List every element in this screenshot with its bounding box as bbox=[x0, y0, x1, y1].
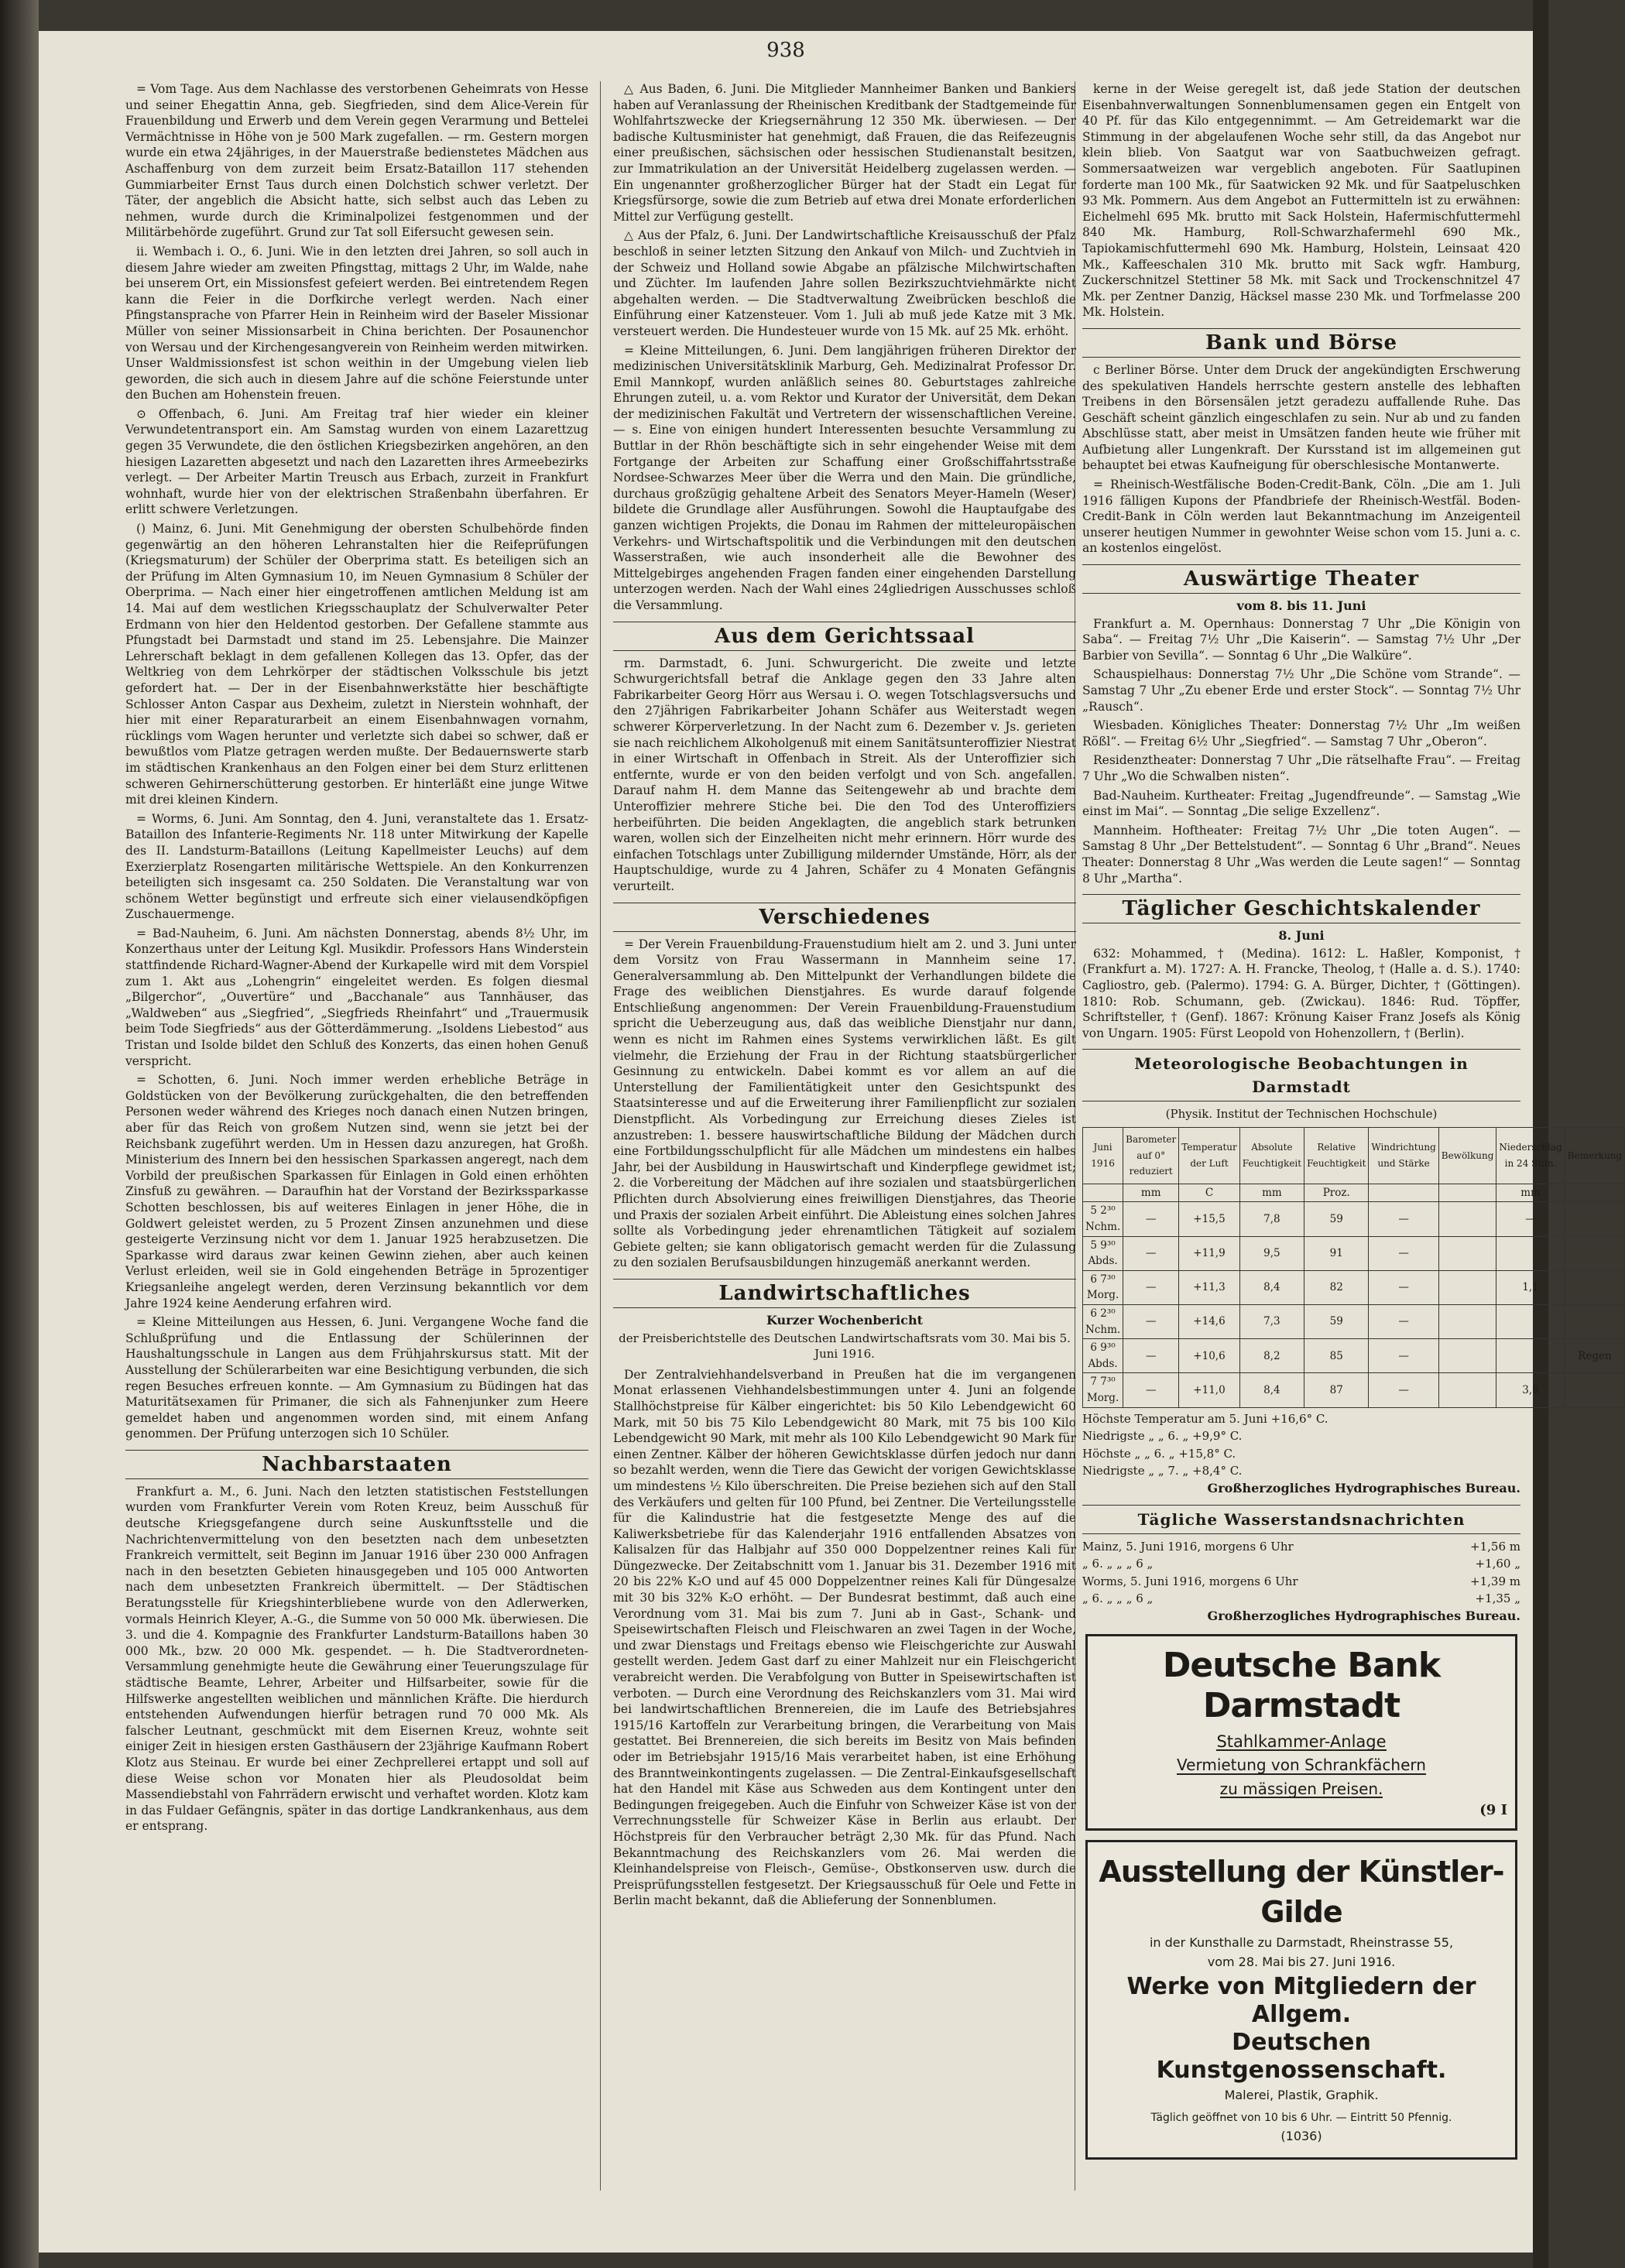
article-pfalz: △ Aus der Pfalz, 6. Juni. Der Landwirtschaftliche Kreisausschuß der Pfalz beschloß in seiner letzten Sitzung den Ankauf von Milch- und Zuchtvieh in der Schweiz und Holland sowie Abgabe an pfälzische Milchwirtschaften und Züchter. Im laufenden Jahre sollen Bezirkszuchtviehmärkte nicht abgehalten werden. — Die Stadtverwaltung Zweibrücken beschloß die Einführung einer Katzensteuer. Vom 1. Juli ab muß jede Katze mit 3 Mk. versteuert werden. Die Hundesteuer wurde von 15 Mk. auf 25 Mk. erhöht. bbox=[613, 228, 1076, 338]
weather-cell: +10,6 bbox=[1179, 1339, 1240, 1373]
ad-title: Deutsche Bank Darmstadt bbox=[1162, 1645, 1441, 1725]
ad-line: zu mässigen Preisen. bbox=[1219, 1779, 1383, 1798]
subheading-theater-dates: vom 8. bis 11. Juni bbox=[1236, 598, 1366, 614]
weather-header-cell: Barometer auf 0° reduziert bbox=[1123, 1127, 1179, 1184]
article-vom-tage: = Vom Tage. Aus dem Nachlasse des verstorbenen Geheimrats von Hesse und seiner Ehegattin Anna, geb. Siegfrieden, sind dem Alice-Verein für Frauenbildung und Erwerb und dem Verein gegen Verarmung und Bettelei Vermächtnisse in Höhe von je 500 Mark zugefallen. — rm. Gestern morgen wurde ein etwa 24jähriges, in der Mauerstraße bedienstetes Mädchen aus Aschaffenburg von dem zurzeit beim Ersatz-Bataillon 117 stehenden Gummiarbeiter Ernst Taus durch einen Dolchstich schwer verletzt. Der Täter, der angeblich die Absicht hatte, sich selbst auch das Leben zu nehmen, wurde durch die Kriminalpolizei festgenommen und der Militärbehörde zugeführt. Grund zur Tat soll Eifersucht gewesen sein. bbox=[125, 82, 588, 240]
theater-residenz: Residenztheater: Donnerstag 7 Uhr „Die rätselhafte Frau“. — Freitag 7 Uhr „Wo die Schwalben nisten“. bbox=[1082, 753, 1520, 783]
page-number: 938 bbox=[766, 39, 805, 62]
weather-cell: +14,6 bbox=[1179, 1305, 1240, 1339]
article-schotten: = Schotten, 6. Juni. Noch immer werden erhebliche Beträge in Goldstücken von der Bevölkerung zurückgehalten, die den betreffenden Personen weder während des Krieges noch danach einen Nutzen bringen, aber für das Reich von großem Nutzen sind, wenn sie jetzt bei der Reichsbank zugeführt werden. Um in Hessen dazu anzuregen, hat Großh. Ministerium des Innern bei den hessischen Sparkassen angeregt, nach dem Vorbild der preußischen Sparkassen für Einlagen in Gold einen erhöhten Zinsfuß zu gewähren. — Daraufhin hat der Vorstand der Bezirkssparkasse Schotten beschlossen, bis auf weiteres Einlagen in jener Höhe, die in Goldwert geleistet werden, zu 5 Prozent Zinsen anzunehmen und diese gesteigerte Verzinsung nicht vor dem 1. Januar 1925 herabzusetzen. Die Sparkasse wird daraus zwar keinen Gewinn ziehen, aber auch keinen Verlust erleiden, weil sie in Gold eingehenden Beträge in 5prozentiger Kriegsanleihe angelegt werden, deren Verzinsung bekanntlich vor dem Jahre 1924 keine Aenderung erfahren wird. bbox=[125, 1073, 588, 1310]
column-3 bbox=[1082, 81, 1623, 2169]
weather-cell: +11,3 bbox=[1179, 1270, 1240, 1304]
water-level-row: Worms, 5. Juni 1916, morgens 6 Uhr +1,39 m bbox=[1082, 1574, 1520, 1588]
weather-cell: — bbox=[1369, 1339, 1438, 1373]
weather-unit-cell: Proz. bbox=[1304, 1184, 1369, 1202]
theater-frankfurt-oper: Frankfurt a. M. Opernhaus: Donnerstag 7 Uhr „Die Königin von Saba“. — Freitag 7½ Uhr „Die Kaiserin“. — Samstag 7½ Uhr „Der Barbier von Sevilla“. — Sonntag 6 Uhr „Die Walküre“. bbox=[1082, 616, 1520, 663]
weather-cell: 3,8 bbox=[1496, 1373, 1565, 1407]
section-heading-verschiedenes: Verschiedenes bbox=[613, 903, 1076, 932]
weather-cell: 5 2³⁰ Nchm. bbox=[1083, 1202, 1123, 1236]
weather-row bbox=[1083, 1339, 1625, 1373]
weather-cell: — bbox=[1123, 1202, 1179, 1236]
weather-unit-cell: C bbox=[1179, 1184, 1240, 1202]
weather-header-cell: Niederschlag in 24 Stdn. bbox=[1496, 1127, 1565, 1184]
weather-cell bbox=[1438, 1270, 1496, 1304]
weather-cell bbox=[1438, 1339, 1496, 1373]
weather-cell: — bbox=[1369, 1373, 1438, 1407]
ad-title: Ausstellung der Künstler-Gilde bbox=[1099, 1854, 1504, 1929]
weather-unit-cell bbox=[1438, 1184, 1496, 1202]
weather-header-cell: Temperatur der Luft bbox=[1179, 1127, 1240, 1184]
weather-cell: 6 7³⁰ Morg. bbox=[1083, 1270, 1123, 1304]
article-frauenbildung: = Der Verein Frauenbildung-Frauenstudium hielt am 2. und 3. Juni unter dem Vorsitz von Frau Wassermann in Mannheim seine 17. Generalversammlung ab. Den Mittelpunkt der Verhandlungen bildete die Frage des weiblichen Dienstjahres. Es wurde darauf folgende Entschließung angenommen: Der Verein Frauenbildung-Frauenstudium spricht die Ueberzeugung aus, daß das weibliche Dienstjahr nur dann, wenn es nicht im Rahmen eines Systems verwirklichen läßt. Es gilt vielmehr, die Erziehung der Frau in der Richtung staatsbürgerlicher Gesinnung zu entwickeln. Dabei kommt es vor allem an auf die Unterstellung der Familientätigkeit unter den Gesichtspunkt des Staatsinteresse und auf die Erweiterung ihrer Familienpflicht zur sozialen Dienstpflicht. Als Vorbedingung zur Erreichung dieses Zieles ist anzustreben: 1. bessere hauswirtschaftliche Bildung der Mädchen durch eine Fortbildungsschulpflicht für alle Mädchen um mindestens ein halbes Jahr, bei der Ausbildung in Hauswirtschaft und Kinderpflege gewidmet ist; 2. die Vorbereitung der Mädchen auf ihre sozialen und staatsbürgerlichen Pflichten durch Absolvierung eines freiwilligen Dienstjahres, das Theorie und Praxis der sozialen Arbeit einführt. Die Ableistung eines solchen Jahres sollte als Vorbedingung jeder ehrenamtlichen Tätigkeit auf sozialem Gebiete gelten; sie kann obligatorisch gemacht werden für die Zulassung zu den sozialen Berufsausbildungen hinzugemäß anerkannt werden. bbox=[613, 937, 1076, 1270]
weather-cell: 82 bbox=[1304, 1270, 1369, 1304]
newspaper-page bbox=[39, 31, 1623, 2253]
weather-cell: 9,5 bbox=[1239, 1236, 1304, 1270]
subheading-preisberichtstelle: der Preisberichtstelle des Deutschen Landwirtschaftsrats vom 30. Mai bis 5. Juni 1916. bbox=[619, 1331, 1071, 1362]
weather-unit-cell bbox=[1083, 1184, 1123, 1202]
weather-unit-cell: mm bbox=[1239, 1184, 1304, 1202]
theater-mannheim: Mannheim. Hoftheater: Freitag 7½ Uhr „Die toten Augen“. — Samstag 8 Uhr „Der Bettelstudent“. — Sonntag 6 Uhr „Brand“. Neues Theater: Donnerstag 8 Uhr „Was werden die Leute sagen!“ — Sonntag 8 Uhr „Martha“. bbox=[1082, 823, 1520, 886]
weather-cell: 59 bbox=[1304, 1305, 1369, 1339]
weather-cell: — bbox=[1369, 1305, 1438, 1339]
book-binding bbox=[0, 0, 39, 2268]
weather-unit-cell: mm bbox=[1123, 1184, 1179, 1202]
weather-cell bbox=[1438, 1236, 1496, 1270]
weather-header-cell: Relative Feuchtigkeit bbox=[1304, 1127, 1369, 1184]
weather-cell: 7,3 bbox=[1239, 1305, 1304, 1339]
weather-cell: — bbox=[1369, 1270, 1438, 1304]
ad-line: vom 28. Mai bis 27. Juni 1916. bbox=[1207, 1954, 1396, 1969]
theater-bad-nauheim: Bad-Nauheim. Kurtheater: Freitag „Jugendfreunde“. — Samstag „Wie einst im Mai“. — Sonntag „Die selige Exzellenz“. bbox=[1082, 788, 1520, 819]
weather-cell: 91 bbox=[1304, 1236, 1369, 1270]
section-heading-nachbarstaaten: Nachbarstaaten bbox=[125, 1450, 588, 1479]
weather-cell: — bbox=[1123, 1305, 1179, 1339]
ad-line: Stahlkammer-Anlage bbox=[1216, 1732, 1387, 1751]
weather-cell: 8,4 bbox=[1239, 1373, 1304, 1407]
article-worms: = Worms, 6. Juni. Am Sonntag, den 4. Juni, veranstaltete das 1. Ersatz-Bataillon des Infanterie-Regiments Nr. 118 unter Mitwirkung der Kapelle des II. Landsturm-Bataillons (Leitung Kapellmeister Leuchs) auf dem Exerzierplatz Rosengarten militärische Wettspiele. An den Konkurrenzen beteiligten sich insgesamt ca. 250 Soldaten. Die Veranstaltung war von schönem Wetter begünstigt und erfreute sich einer vielausendköpfigen Zuschauermenge. bbox=[125, 811, 588, 922]
weather-cell: 8,2 bbox=[1239, 1339, 1304, 1373]
weather-cell: — bbox=[1123, 1270, 1179, 1304]
weather-cell: +11,9 bbox=[1179, 1236, 1240, 1270]
weather-cell bbox=[1565, 1305, 1625, 1339]
water-level-row: „ 6. „ „ „ 6 „ +1,60 „ bbox=[1082, 1557, 1520, 1571]
kalender-entries: 632: Mohammed, † (Medina). 1612: L. Haßler, Komponist, † (Frankfurt a. M). 1727: A. H. Francke, Theolog, † (Halle a. d. S.). 1740: Cagliostro, geb. (Palermo). 1794: G. A. Bürger, Dichter, † (Göttingen). 1810: Rob. Schumann, geb. (Zwickau). 1846: Rud. Töpffer, Schriftsteller, † (Genf). 1867: Krönung Kaiser Franz Josefs als König von Ungarn. 1905: Fürst Leopold von Hohenzollern, † (Berlin). bbox=[1082, 946, 1520, 1040]
weather-cell: 5 9³⁰ Abds. bbox=[1083, 1236, 1123, 1270]
section-heading-gerichtssaal: Aus dem Gerichtssaal bbox=[613, 622, 1076, 651]
weather-summary-line: Niedrigste „ „ 6. „ +9,9° C. bbox=[1082, 1429, 1243, 1444]
ad-line: Werke von Mitgliedern der Allgem. bbox=[1126, 1973, 1476, 2029]
weather-cell: 59 bbox=[1304, 1202, 1369, 1236]
theater-wiesbaden: Wiesbaden. Königliches Theater: Donnerstag 7½ Uhr „Im weißen Rößl“. — Freitag 6½ Uhr „Siegfried“. — Samstag 7 Uhr „Oberon“. bbox=[1082, 718, 1520, 749]
article-wembach: ii. Wembach i. O., 6. Juni. Wie in den letzten drei Jahren, so soll auch in diesem Jahre wieder am zweiten Pfingsttag, mittags 2 Uhr, im Walde, nahe bei unserem Ort, ein Missionsfest gefeiert werden. Bei eintretendem Regen kann die Feier in die Dorfkirche verlegt werden. Nach einer Pfingstansprache von Pfarrer Hein in Reinheim wird der Baseler Missionar Müller von seiner Missionsarbeit in China berichten. Der Posaunenchor von Wersau und der Kirchengesangverein von Reinheim werden mitwirken. Unser Waldmissionsfest ist schon weithin in der Umgebung vielen lieb geworden, die sich auch in diesem Jahre auf die schöne Feierstunde unter den Buchen am Hohenstein freuen. bbox=[125, 244, 588, 403]
weather-row bbox=[1083, 1270, 1625, 1304]
column-rule bbox=[600, 81, 601, 2191]
article-bad-nauheim: = Bad-Nauheim, 6. Juni. Am nächsten Donnerstag, abends 8½ Uhr, im Konzerthaus unter der Leitung Kgl. Musikdir. Professors Hans Winderstein stattfindende Richard-Wagner-Abend der Kurkapelle wird mit dem Vorspiel zum 1. Akt aus „Lohengrin“ eingeleitet werden. Es folgen diesmal „Bilgerchor“, „Ouvertüre“ und „Bacchanale“ aus Tannhäuser, das „Waldweben“ aus „Siegfried“, „Siegfrieds Rheinfahrt“ und „Trauermusik beim Tode Siegfrieds“ aus der Götterdämmerung. „Isoldens Liebestod“ aus Tristan und Isolde bildet den Schluß des Konzerts, das einen hohen Genuß verspricht. bbox=[125, 926, 588, 1068]
weather-summary-line: Höchste „ „ 6. „ +15,8° C. bbox=[1082, 1446, 1236, 1461]
weather-cell: 8,4 bbox=[1239, 1270, 1304, 1304]
weather-units-row bbox=[1083, 1184, 1625, 1202]
weather-cell: 85 bbox=[1304, 1339, 1369, 1373]
weather-header-cell: Juni 1916 bbox=[1083, 1127, 1123, 1184]
water-credit: Großherzogliches Hydrographisches Bureau. bbox=[1207, 1608, 1520, 1623]
weather-cell: 1,1 bbox=[1496, 1270, 1565, 1304]
weather-cell: 7,8 bbox=[1239, 1202, 1304, 1236]
article-schwurgericht: rm. Darmstadt, 6. Juni. Schwurgericht. Die zweite und letzte Schwurgerichtsfall betraf die Anklage gegen den 33 Jahre alten Fabrikarbeiter Georg Hörr aus Wersau i. O. wegen Totschlagsversuchs und den 27jährigen Fabrikarbeiter Johann Schäfer aus Weiterstadt wegen schwerer Körperverletzung. In der Nacht zum 6. Dezember v. Js. gerieten sie nach reichlichem Alkoholgenuß mit einem Sanitätsunteroffizier Niestrat in einer Wirtschaft in Offenbach in Streit. Als der Unteroffizier sich entfernte, wurde er von den beiden verfolgt und von Sch. angefallen. Darauf nahm H. dem Manne das Seitengewehr ab und brachte dem Unteroffizier mehrere Stiche bei. Die den Tod des Unteroffiziers herbeiführten. Die beiden Angeklagten, die angeblich stark betrunken waren, wollen sich der Einzelheiten nicht mehr erinnern. Hörr wurde des einfachen Totschlags unter Zubilligung mildernder Umstände, Hörr, als der Hauptschuldige, wurde zu 4 Jahren, Schäfer zu 4 Monaten Gefängnis verurteilt. bbox=[613, 656, 1076, 893]
weather-cell: 87 bbox=[1304, 1373, 1369, 1407]
article-offenbach: ⊙ Offenbach, 6. Juni. Am Freitag traf hier wieder ein kleiner Verwundetentransport ein. Am Samstag wurden von einem Lazarettzug gegen 35 Verwundete, die den östlichen Kriegsbezirken angehören, an den hiesigen Lazaretten abgesetzt und nach den Lazaretten ihres Armeebezirks verlegt. — Der Arbeiter Martin Treusch aus Erbach, zurzeit in Frankfurt wohnhaft, wurde hier von der elektrischen Straßenbahn überfahren. Er erlitt schwere Verletzungen. bbox=[125, 406, 588, 517]
weather-header-row bbox=[1083, 1127, 1625, 1184]
article-wochenbericht: Der Zentralviehhandelsverband in Preußen hat die im vergangenen Monat erlassenen Viehhandelsbestimmungen unter 4. Juni an folgende Stallhöchstpreise für Kälber eingerichtet: bis 50 Kilo Lebendgewicht 60 Mark, mit 50 bis 75 Kilo Lebendgewicht 80 Mark, mit 75 bis 100 Kilo Lebendgewicht 90 Mark, mit mehr als 100 Kilo Lebendgewicht 90 Mark für einen Zentner. Kälber der höheren Gewichtsklasse dürfen jedoch nur dann so bezahlt werden, wenn die Tiere das Gewicht der vorigen Gewichtsklasse um mindestens ½ Kilo überschreiten. Die Preise beziehen sich auf den Stall des Verkäufers und gelten für 100 Pfund, bei Zentner. Die Verteilungsstelle für die Kalindustrie hat die festgesetzte Menge des auf die Kaliwerksbetriebe für das Kalenderjahr 1916 entfallenden Absatzes von Kalisalzen für das Halbjahr auf 350 000 Doppelzentner reines Kali für Düngezwecke. Der Zeitabschnitt vom 1. Januar bis 31. Dezember 1916 mit 20 bis 22% K₂O und auf 45 000 Doppelzentner reines Kali für Düngesalze mit 30 bis 32% K₂O erhöht. — Der Bundesrat bestimmt, daß auch eine Verordnung vom 31. Mai bis zum 7. Juni ab in Gast-, Schank- und Speisewirtschaften Fleisch und Fleischwaren an zwei Tagen in der Woche, und zwar Dienstags und Freitags ebenso wie Fleischgerichte zur Auswahl gestellt werden. Jedem Gast darf zu einer Mahlzeit nur ein Fleischgericht verabreicht werden. Die Verabfolgung von Butter in Speisewirtschaften ist verboten. — Durch eine Verordnung des Reichskanzlers vom 31. Mai wird bei landwirtschaftlichen Brennereien, die im Laufe des Betriebsjahres 1915/16 Kartoffeln zur Verarbeitung bringen, die Verarbeitung von Mais gestattet. Bei Brennereien, die sich bereits im Besitz von Mais befinden oder im Betriebsjahr 1915/16 Mais verarbeitet haben, ist eine Erhöhung des Branntweinkontingents zugelassen. — Die Zentral-Einkaufsgesellschaft hat den Handel mit Käse aus Schweden aus dem Kontingent unter den Bedingungen freigegeben. Auch die Einfuhr von Schweizer Käse ist von der Verrechnungsstelle für Schweizer Käse in Berlin aus erlaubt. Der Höchstpreis für den Verbraucher beträgt 2,30 Mk. für das Pfund. Nach Bekanntmachung des Reichskanzlers vom 26. Mai werden die Kleinhandelspreise von Fleisch-, Gemüse-, Obstkonserven usw. durch die Preisprüfungsstellen festgesetzt. Der Kriegsausschuß für Oele und Fette in Berlin macht bekannt, daß die Ablieferung der Sonnenblumen. bbox=[613, 1367, 1076, 1908]
weather-cell: — bbox=[1369, 1236, 1438, 1270]
weather-cell bbox=[1565, 1373, 1625, 1407]
weather-cell: 7 7³⁰ Morg. bbox=[1083, 1373, 1123, 1407]
article-baden: △ Aus Baden, 6. Juni. Die Mitglieder Mannheimer Banken und Bankiers haben auf Veranlassung der Rheinischen Kreditbank der Stadtgemeinde für Wohlfahrtszwecke der Kriegsernährung 12 350 Mk. überwiesen. — Der badische Kultusminister hat genehmigt, daß Frauen, die das Reifezeugnis einer preußischen, sächsischen oder hessischen Studienanstalt besitzen, zur Immatrikulation an der Universität Heidelberg zugelassen werden. — Ein ungenannter großherzoglicher Bürger hat der Stadt ein Legat für Kriegsfürsorge, sowie die zum Betrieb auf etwa drei Monate erforderlichen Mittel zur Verfügung gestellt. bbox=[613, 82, 1076, 224]
weather-cell: — bbox=[1123, 1236, 1179, 1270]
weather-cell: — bbox=[1369, 1202, 1438, 1236]
weather-header-cell: Absolute Feuchtigkeit bbox=[1239, 1127, 1304, 1184]
section-heading-wasserstand: Tägliche Wasserstandsnachrichten bbox=[1082, 1505, 1520, 1534]
weather-table bbox=[1082, 1127, 1625, 1408]
article-mainz: () Mainz, 6. Juni. Mit Genehmigung der obersten Schulbehörde finden gegenwärtig an den höheren Lehranstalten hier die Reifeprüfungen (Kriegsmaturum) der Schüler der Oberprima statt. Es beteiligen sich an der Prüfung im Alten Gymnasium 10, im Neuen Gymnasium 8 Schüler der Oberprima. — Nach einer hier eingetroffenen amtlichen Meldung ist am 14. Mai auf dem westlichen Kriegsschauplatz der Schulverwalter Peter Erdmann von hier den Heldentod gestorben. Der Gefallene stammte aus Pfungstadt bei Darmstadt und stand im 25. Lebensjahre. Die Mainzer Lehrerschaft beklagt in dem gefallenen Kollegen das 13. Opfer, das der Weltkrieg von dem Lehrkörper der städtischen Volksschule bis jetzt gefordert hat. — Der in der Eisenbahnwerkstätte hier beschäftigte Schlosser Anton Caspar aus Dexheim, zuletzt in Nierstein wohnhaft, der hier mit einer Reparaturarbeit an einem Eisenbahnwagen vornahm, rücklings vom Wagen herunter und verletzte sich dabei so schwer, daß er bewußtlos vom Platze getragen werden mußte. Der Bedauernswerte starb im städtischen Krankenhaus an den Folgen einer bei dem Sturz erlittenen schweren Gehirnerschütterung gestorben. Er hinterläßt eine junge Witwe mit drei kleinen Kindern. bbox=[125, 522, 588, 807]
weather-cell: 6 9³⁰ Abds. bbox=[1083, 1339, 1123, 1373]
ad-line: Vermietung von Schrankfächern bbox=[1177, 1756, 1426, 1775]
ad-line: Deutschen Kunstgenossenschaft. bbox=[1156, 2029, 1447, 2085]
section-heading-bank-boerse: Bank und Börse bbox=[1082, 328, 1520, 358]
article-continuation: kerne in der Weise geregelt ist, daß jede Station der deutschen Eisenbahnverwaltungen Sonnenblumensamen gegen ein Entgelt von 40 Pf. für das Kilo entgegennimmt. — Am Getreidemarkt war die Stimmung in der abgelaufenen Woche sehr still, da das Angebot nur klein blieb. Von Saatgut war von Saatbuchweizen gefragt. Sommersaatweizen war vergeblich angeboten. Für Saatlupinen forderte man 100 Mk., für Saatwicken 92 Mk. und für Saatpeluschken 93 Mk. Pommern. Aus dem Angebot an Futtermitteln ist zu erwähnen: Eichelmehl 695 Mk. brutto mit Sack Holstein, Hafermischfuttermehl 840 Mk. Hamburg, Roll-Schwarzhafermehl 690 Mk., Tapiokamischfuttermehl 690 Mk. Hamburg, Holstein, Leinsaat 420 Mk., Kaffeeschalen 310 Mk. brutto mit Sack wgfr. Hamburg, Zuckerschnitzel Stettiner 58 Mk. mit Sack und Trockenschnitzel 47 Mk. per Zentner Danzig, Häcksel masse 230 Mk. und Torfmelasse 200 Mk. Holstein. bbox=[1082, 82, 1520, 320]
article-kleine-mitteilungen: = Kleine Mitteilungen, 6. Juni. Dem langjährigen früheren Direktor der medizinischen Universitätsklinik Marburg, Geh. Medizinalrat Professor Dr. Emil Mannkopf, wurden anläßlich seines 80. Geburtstages zahlreiche Ehrungen zuteil, u. a. vom Rektor und Kurator der Universität, dem Dekan der medizinischen Fakultät und Vertretern der wissenschaftlichen Vereine. — s. Eine von einigen hundert Interessenten besuchte Versammlung zu Buttlar in der Rhön beschäftigte sich in sehr eingehender Weise mit dem Fortgange der Arbeiten zur Schaffung einer Großschiffahrtsstraße Nordsee-Schwarzes Meer über die Werra und den Main. Die gründliche, durchaus großzügig gehaltene Arbeit des Senators Meyer-Hameln (Weser) bildete die Grundlage aller Ausführungen. Sowohl die Hauptaufgabe des ganzen wichtigen Projekts, die Donau im Rahmen der mitteleuropäischen Verkehrs- und Wirtschaftspolitik und die Verbindungen mit den deutschen Wasserstraßen, wie auch insonderheit alle die Bewohner des Mittelgebirges angehenden Fragen fanden einer eingehenden Darstellung unterzogen werden. Nach der Wahl eines 24gliedrigen Ausschusses schloß die Versammlung. bbox=[613, 343, 1076, 612]
water-level-row: „ 6. „ „ „ 6 „ +1,35 „ bbox=[1082, 1591, 1520, 1606]
section-heading-theater: Auswärtige Theater bbox=[1082, 564, 1520, 594]
weather-cell: 6 2³⁰ Nchm. bbox=[1083, 1305, 1123, 1339]
weather-unit-cell: mm bbox=[1496, 1184, 1565, 1202]
weather-credit: Großherzogliches Hydrographisches Bureau. bbox=[1207, 1480, 1520, 1495]
ad-reference: (1036) bbox=[1280, 2129, 1322, 2144]
section-heading-landwirtschaftliches: Landwirtschaftliches bbox=[613, 1279, 1076, 1308]
column-2 bbox=[613, 81, 1076, 1912]
weather-cell: — bbox=[1496, 1202, 1565, 1236]
article-frankfurt: Frankfurt a. M., 6. Juni. Nach den letzten statistischen Feststellungen wurden vom Frankfurter Verein vom Roten Kreuz, beim Ausschuß für deutsche Kriegsgefangene durch seine Auskunftsstelle und die Nachrichtenvermittelung von den besetzten nach dem unbesetzten Frankreich vermittelt, seit Beginn im Januar 1916 über 230 000 Anfragen nach in den besetzten Gebieten hinausgegeben und 105 000 Antworten nach dem unbesetzten Frankreich übermittelt. — Der Städtischen Beratungsstelle für Kriegshinterbliebene wurde von den Adlerwerken, vormals Heinrich Kleyer, A.-G., die Summe von 50 000 Mk. überwiesen. Die 3. und die 4. Kompagnie des Frankfurter Landsturm-Bataillons haben 30 000 Mk., bzw. 20 000 Mk. gespendet. — h. Die Stadtverordneten-Versammlung genehmigte heute die Gewährung einer Teuerungszulage für städtische Beamte, Lehrer, Arbeiter und Hilfsarbeiter, sowie für die Hilfswerke angestellten weiblichen und männlichen Kräfte. Die hierdurch entstehenden Aufwendungen hierfür betragen rund 70 000 Mk. Als falscher Leutnant, geschmückt mit dem Eisernen Kreuz, wohnte seit einiger Zeit in hiesigen ersten Gasthäusern der 23jährige Kaufmann Robert Klotz aus Steinau. Er wurde bei einer Zechprellerei ertappt und soll auf diese Weise schon vor Monaten hier als Pleudosoldat beim Massendiebstahl von Fahrrädern erwischt und verhaftet worden. Klotz kam in das Fuldaer Gefängnis, später in das dortige Landkrankenhaus, aus dem er entsprang. bbox=[125, 1484, 588, 1834]
weather-cell bbox=[1438, 1373, 1496, 1407]
weather-cell bbox=[1496, 1236, 1565, 1270]
ad-deutsche-bank bbox=[1085, 1634, 1517, 1831]
weather-unit-cell bbox=[1369, 1184, 1438, 1202]
weather-header-cell: Windrichtung und Stärke bbox=[1369, 1127, 1438, 1184]
weather-row bbox=[1083, 1373, 1625, 1407]
weather-cell bbox=[1496, 1339, 1565, 1373]
ad-reference: (9 I bbox=[1479, 1802, 1507, 1819]
water-level-row: Mainz, 5. Juni 1916, morgens 6 Uhr +1,56 m bbox=[1082, 1539, 1520, 1554]
weather-summary bbox=[1082, 1411, 1520, 1479]
weather-cell: +11,0 bbox=[1179, 1373, 1240, 1407]
ad-line: in der Kunsthalle zu Darmstadt, Rheinstrasse 55, bbox=[1149, 1934, 1454, 1950]
section-heading-geschichtskalender: Täglicher Geschichtskalender bbox=[1082, 894, 1520, 923]
weather-summary-line: Niedrigste „ „ 7. „ +8,4° C. bbox=[1082, 1464, 1243, 1478]
section-heading-meteorologie: Meteorologische Beobachtungen in Darmstadt bbox=[1082, 1049, 1520, 1101]
ad-line: Täglich geöffnet von 10 bis 6 Uhr. — Eintritt 50 Pfennig. bbox=[1150, 2111, 1452, 2124]
weather-cell: Regen bbox=[1565, 1339, 1625, 1373]
subheading-wochenbericht: Kurzer Wochenbericht bbox=[766, 1312, 924, 1328]
weather-cell bbox=[1565, 1270, 1625, 1304]
weather-cell: +15,5 bbox=[1179, 1202, 1240, 1236]
weather-cell bbox=[1438, 1305, 1496, 1339]
weather-cell bbox=[1496, 1305, 1565, 1339]
weather-cell bbox=[1565, 1202, 1625, 1236]
weather-cell: — bbox=[1123, 1373, 1179, 1407]
article-berliner-boerse: c Berliner Börse. Unter dem Druck der angekündigten Erschwerung des spekulativen Handels herrschte gestern anstelle des lebhaften Treibens in den Börsensälen jetzt geradezu auffallende Ruhe. Das Geschäft scheint gänzlich eingeschlafen zu sein. Nur ab und zu fanden Abschlüsse statt, aber meist in Umsätzen fanden heute wie früher mit Aufbietung aller Lungenkraft. Der Kursstand ist im allgemeinen gut behauptet bei etwas Kaufneigung für oberschlesische Montanwerte. bbox=[1082, 362, 1520, 473]
weather-row bbox=[1083, 1236, 1625, 1270]
column-1 bbox=[125, 81, 588, 1838]
ad-kuenstler-gilde bbox=[1085, 1840, 1517, 2160]
weather-row bbox=[1083, 1305, 1625, 1339]
weather-cell bbox=[1438, 1202, 1496, 1236]
weather-row bbox=[1083, 1202, 1625, 1236]
weather-unit-cell bbox=[1565, 1184, 1625, 1202]
article-kleine-mitteilungen-hessen: = Kleine Mitteilungen aus Hessen, 6. Juni. Vergangene Woche fand die Schlußprüfung und die Entlassung der Schülerinnen der Haushaltungsschule in Langen aus dem Frühjahrskursus statt. Mit der Ausstellung der Schülerarbeiten war eine Besichtigung verbunden, die sich regen Besuches erfreuen konnte. — Am Gymnasium zu Büdingen hat das Maturitätsexamen für Primaner, die sich als Fahnenjunker zum Heere gemeldet haben und angenommen worden sind, mit einem Anfang genommen. Der Prüfung unterzogen sich 10 Schüler. bbox=[125, 1315, 588, 1441]
weather-header-cell: Bemerkung bbox=[1565, 1127, 1625, 1184]
theater-frankfurt-schauspiel: Schauspielhaus: Donnerstag 7½ Uhr „Die Schöne vom Strande“. — Samstag 7 Uhr „Zu ebener Erde und erster Stock“. — Sonntag 7½ Uhr „Rausch“. bbox=[1082, 667, 1520, 714]
weather-cell: — bbox=[1123, 1339, 1179, 1373]
subheading-kalender-date: 8. Juni bbox=[1278, 928, 1325, 944]
weather-summary-line: Höchste Temperatur am 5. Juni +16,6° C. bbox=[1082, 1411, 1328, 1426]
article-boden-credit-bank: = Rheinisch-Westfälische Boden-Credit-Bank, Cöln. „Die am 1. Juli 1916 fälligen Kupons der Pfandbriefe der Rheinisch-Westfäl. Boden-Credit-Bank in Cöln werden laut Bekanntmachung im Anzeigenteil unserer heutigen Nummer in gewohnter Weise schon vom 15. Juni a. c. an kostenlos eingelöst. bbox=[1082, 478, 1520, 556]
weather-cell bbox=[1565, 1236, 1625, 1270]
weather-header-cell: Bewölkung bbox=[1438, 1127, 1496, 1184]
subheading-meteorologie: (Physik. Institut der Technischen Hochschule) bbox=[1165, 1107, 1438, 1122]
ad-line: Malerei, Plastik, Graphik. bbox=[1224, 2088, 1379, 2103]
